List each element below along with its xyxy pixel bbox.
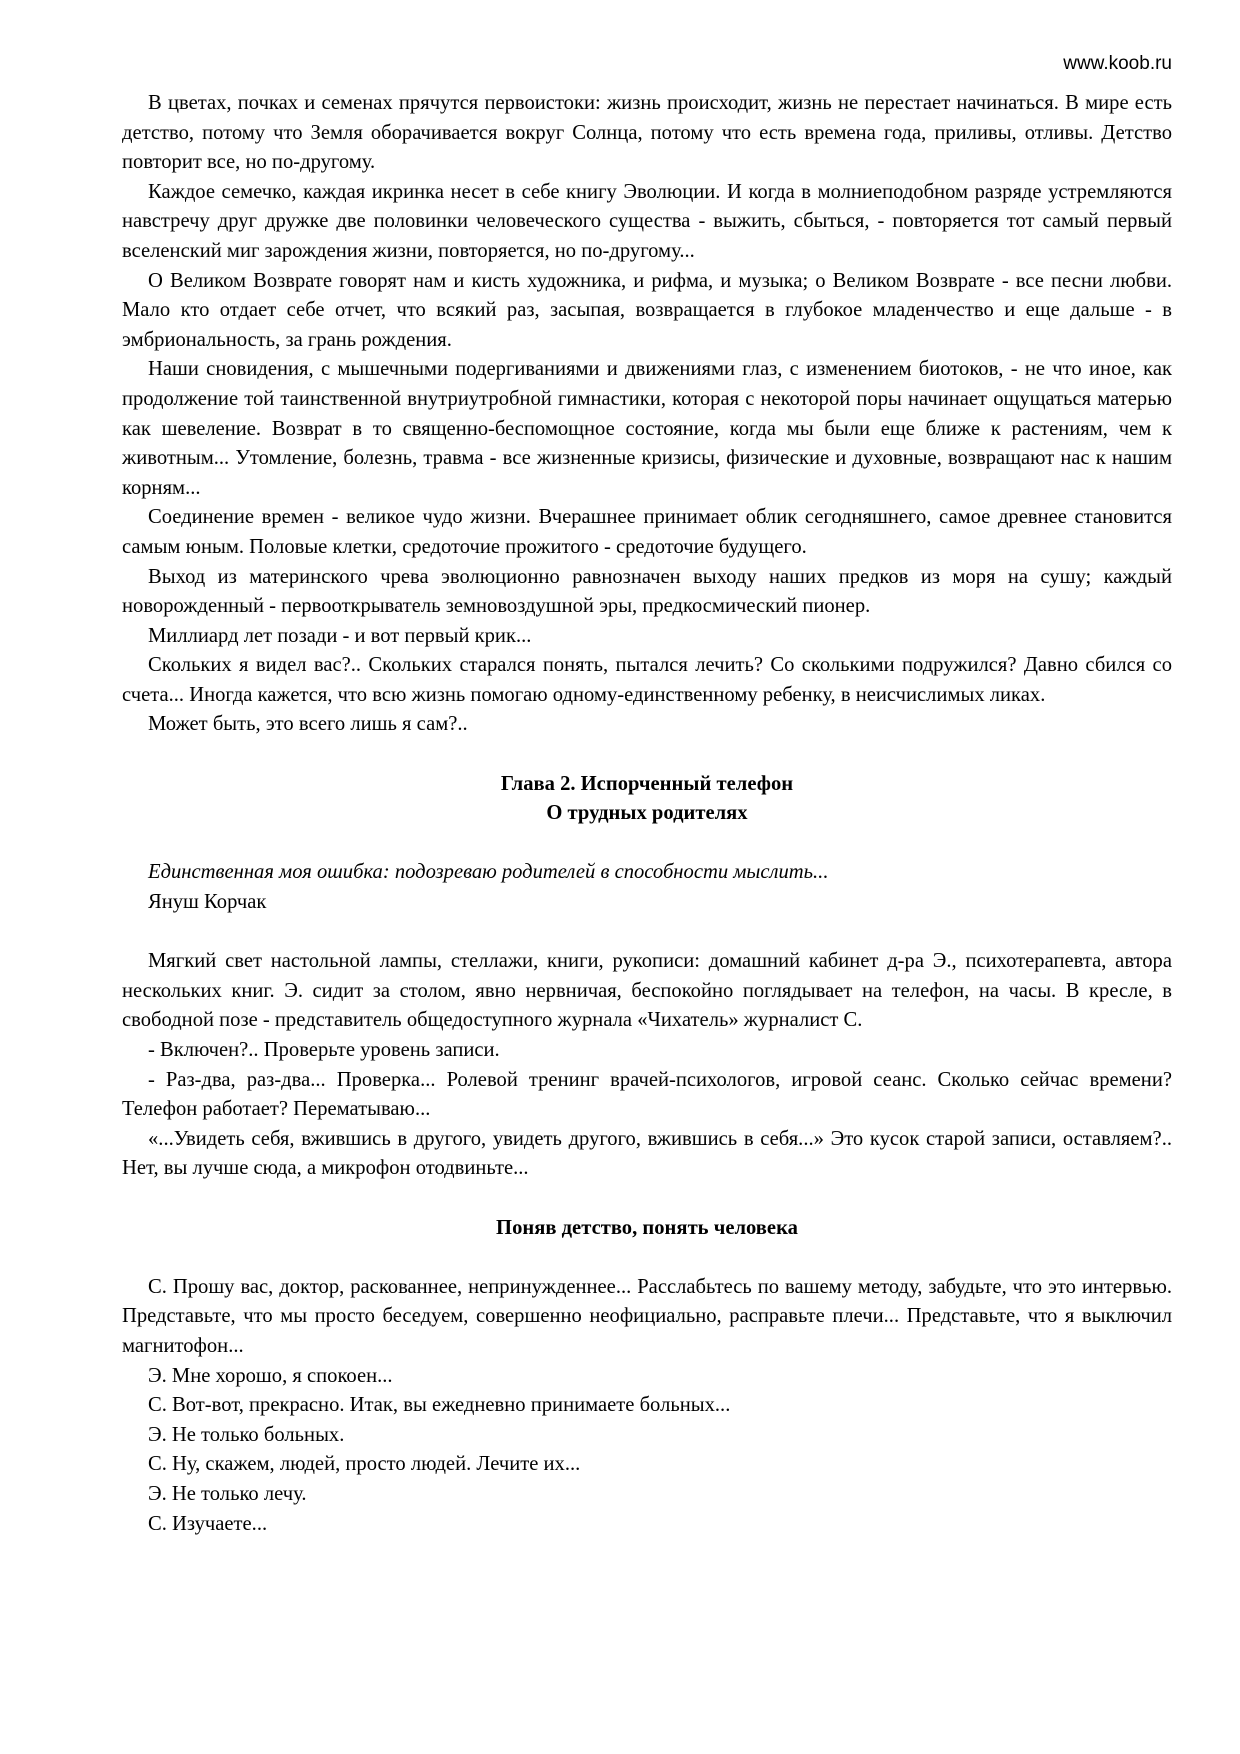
site-url: www.koob.ru	[1063, 53, 1172, 74]
paragraph: С. Прошу вас, доктор, раскованнее, непринужденнее... Расслабьтесь по вашему методу, забудьте, что это интервью. Представьте, что мы просто беседуем, совершенно неофициально, расправьте плечи... Представьте, что я выключил магнитофон...	[122, 1275, 1172, 1357]
spacer	[122, 918, 1172, 948]
dialogue-line: Э. Не только больных.	[148, 1423, 345, 1446]
paragraph: «...Увидеть себя, вжившись в другого, увидеть другого, вжившись в себя...» Это кусок старой записи, оставляем?.. Нет, вы лучше сюда, а микрофон отодвиньте...	[122, 1127, 1172, 1180]
epigraph-text: Единственная моя ошибка: подозреваю родителей в способности мыслить...	[148, 861, 829, 884]
paragraph: Скольких я видел вас?.. Скольких старался понять, пытался лечить? Со сколькими подружился? Давно сбился со счета... Иногда кажется, что всю жизнь помогаю одному-единственному ребенку, в неисчислимых ликах.	[122, 654, 1172, 706]
dialogue-line: С. Изучаете...	[148, 1512, 268, 1535]
dialogue-line: Э. Мне хорошо, я спокоен...	[148, 1364, 393, 1387]
paragraph: Каждое семечко, каждая икринка несет в себе книгу Эволюции. И когда в молниеподобном разряде устремляются навстречу друг дружке две половинки человеческого существа - выжить, сбыться, - повторяется тот самый первый вселенский миг зарождения жизни, повторяется, но по-другому...	[122, 180, 1172, 262]
paragraph: Мягкий свет настольной лампы, стеллажи, книги, рукописи: домашний кабинет д-ра Э., психотерапевта, автора нескольких книг. Э. сидит за столом, явно нервничая, беспокойно поглядывает на телефон, на часы. В кресле, в свободной позе - представитель общедоступного журнала «Чихатель» журналист С.	[122, 950, 1172, 1032]
paragraph: Наши сновидения, с мышечными подергиваниями и движениями глаз, с изменением биотоков, - не что иное, как продолжение той таинственной внутриутробной гимнастики, которая с некоторой поры начинает ощущаться матерью как шевеление. Возврат в то священно-беспомощное состояние, когда мы были еще ближе к растениям, чем к животным... Утомление, болезнь, травма - все жизненные кризисы, физические и духовные, возвращают нас к нашим корням...	[122, 358, 1172, 499]
spacer	[122, 740, 1172, 770]
spacer	[122, 1184, 1172, 1214]
page-content	[122, 89, 1172, 1539]
chapter-title: Глава 2. Испорченный телефон	[500, 772, 794, 795]
paragraph: - Раз-два, раз-два... Проверка... Ролевой тренинг врачей-психологов, игровой сеанс. Сколько сейчас времени? Телефон работает? Перематываю...	[122, 1068, 1172, 1121]
paragraph: В цветах, почках и семенах прячутся первоистоки: жизнь происходит, жизнь не перестает начинаться. В мире есть детство, потому что Земля оборачивается вокруг Солнца, потому что есть времена года, приливы, отливы. Детство повторит все, но по-другому.	[122, 92, 1172, 174]
paragraph: Миллиард лет позади - и вот первый крик...	[148, 624, 532, 647]
chapter-subtitle: О трудных родителях	[546, 802, 748, 825]
dialogue-line: С. Ну, скажем, людей, просто людей. Лечите их...	[148, 1453, 581, 1476]
section-title: Поняв детство, понять человека	[496, 1216, 798, 1239]
spacer	[122, 829, 1172, 859]
paragraph: Соединение времен - великое чудо жизни. Вчерашнее принимает облик сегодняшнего, самое древнее становится самым юным. Половые клетки, средоточие прожитого - средоточие будущего.	[122, 506, 1172, 558]
paragraph: Может быть, это всего лишь я сам?..	[148, 713, 468, 736]
dialogue-line: Э. Не только лечу.	[148, 1482, 307, 1505]
epigraph-author: Януш Корчак	[148, 891, 267, 914]
paragraph: О Великом Возврате говорят нам и кисть художника, и рифма, и музыка; о Великом Возврате - все песни любви. Мало кто отдает себе отчет, что всякий раз, засыпая, возвращается в глубокое младенчество и еще дальше - в эмбриональность, за грань рождения.	[122, 269, 1172, 351]
dialogue-line: С. Вот-вот, прекрасно. Итак, вы ежедневно принимаете больных...	[148, 1394, 731, 1417]
spacer	[122, 1243, 1172, 1273]
paragraph: - Включен?.. Проверьте уровень записи.	[148, 1039, 500, 1061]
paragraph: Выход из материнского чрева эволюционно равнозначен выходу наших предков из моря на сушу; каждый новорожденный - первооткрыватель земновоздушной эры, предкосмический пионер.	[122, 565, 1172, 618]
